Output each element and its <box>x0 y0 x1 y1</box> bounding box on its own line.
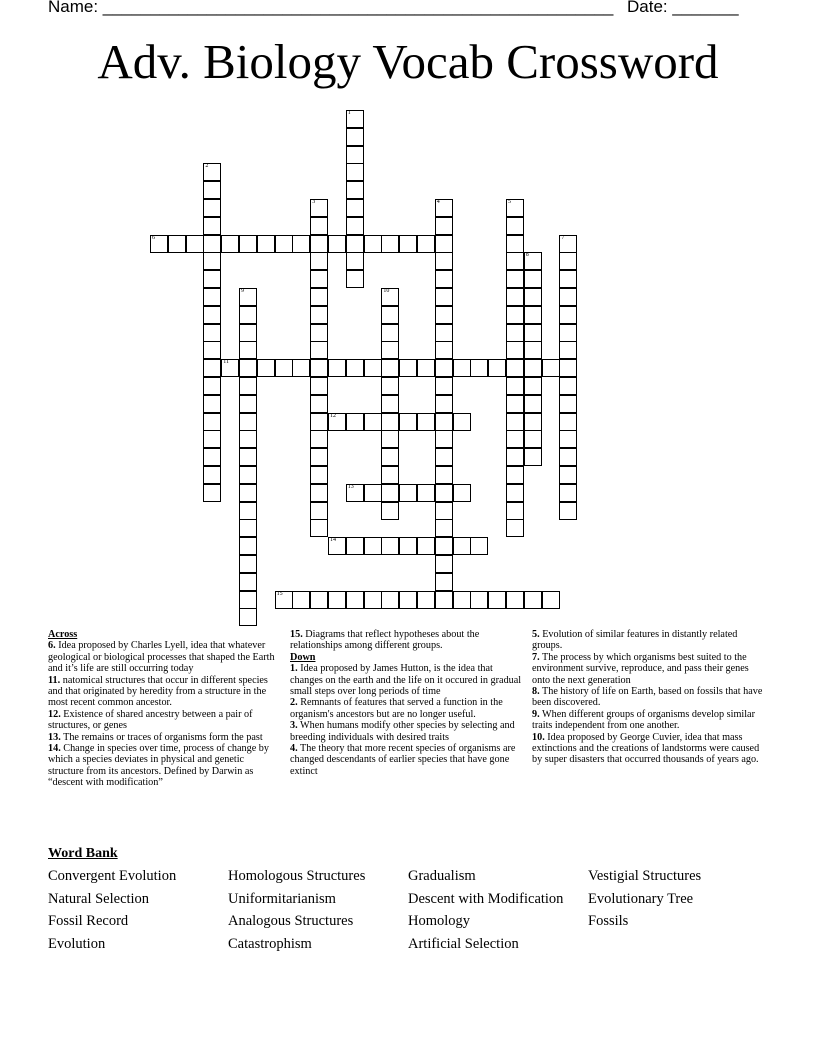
crossword-cell[interactable] <box>381 484 399 502</box>
crossword-cell[interactable] <box>150 235 168 253</box>
crossword-cell[interactable] <box>381 413 399 431</box>
crossword-cell[interactable] <box>203 413 221 431</box>
crossword-cell[interactable] <box>239 591 257 609</box>
crossword-cell[interactable] <box>381 430 399 448</box>
crossword-cell[interactable] <box>559 413 577 431</box>
crossword-cell[interactable] <box>417 591 435 609</box>
clue-across-13: 13. The remains or traces of organisms form the past <box>48 731 263 743</box>
word-bank-column-2 <box>228 865 365 955</box>
clue-down-7: 7. The process by which organisms best suited to the environment survive, reproduce, and pass their genes onto the next generation <box>532 651 749 686</box>
crossword-cell[interactable] <box>239 324 257 342</box>
crossword-cell[interactable] <box>506 306 524 324</box>
crossword-cell[interactable] <box>453 591 471 609</box>
crossword-cell[interactable] <box>292 591 310 609</box>
word-bank-column-3 <box>408 865 563 955</box>
crossword-cell[interactable] <box>239 519 257 537</box>
word-bank-column-1 <box>48 865 176 955</box>
clue-number: 15 <box>276 590 283 597</box>
crossword-cell[interactable] <box>221 235 239 253</box>
crossword-cell[interactable] <box>435 484 453 502</box>
word-bank-item: Fossils <box>588 913 629 930</box>
crossword-cell[interactable] <box>506 270 524 288</box>
crossword-cell[interactable] <box>559 270 577 288</box>
crossword-cell[interactable] <box>470 359 488 377</box>
crossword-cell[interactable] <box>328 413 346 431</box>
crossword-cell[interactable] <box>470 537 488 555</box>
crossword-cell[interactable] <box>470 591 488 609</box>
crossword-cell[interactable] <box>506 502 524 520</box>
clue-number: 14 <box>330 537 336 544</box>
clue-number: 7 <box>561 234 565 241</box>
crossword-cell[interactable] <box>364 359 382 377</box>
crossword-cell[interactable] <box>310 252 328 270</box>
crossword-cell[interactable] <box>328 537 346 555</box>
crossword-cell[interactable] <box>186 235 204 253</box>
crossword-cell[interactable] <box>559 484 577 502</box>
word-bank-item: Vestigial Structures <box>588 868 702 884</box>
crossword-cell[interactable] <box>310 341 328 359</box>
crossword-cell[interactable] <box>239 573 257 591</box>
crossword-cell[interactable] <box>506 466 524 484</box>
crossword-cell[interactable] <box>292 235 310 253</box>
clue-down-5: 5. Evolution of similar features in distantly related groups. <box>532 629 738 652</box>
crossword-cell[interactable] <box>239 430 257 448</box>
crossword-cell[interactable] <box>203 430 221 448</box>
crossword-cell[interactable] <box>346 163 364 181</box>
word-bank-title: Word Bank <box>48 846 118 861</box>
crossword-cell[interactable] <box>364 537 382 555</box>
crossword-cell[interactable] <box>203 324 221 342</box>
clue-number: 12 <box>330 412 336 419</box>
crossword-cell[interactable] <box>203 288 221 306</box>
crossword-cell[interactable] <box>524 377 542 395</box>
crossword-cell[interactable] <box>417 537 435 555</box>
crossword-cell[interactable] <box>524 306 542 324</box>
crossword-cell[interactable] <box>310 395 328 413</box>
word-bank-item: Homology <box>408 913 471 930</box>
crossword-cell[interactable] <box>203 306 221 324</box>
crossword-cell[interactable] <box>346 537 364 555</box>
crossword-cell[interactable] <box>239 235 257 253</box>
crossword-cell[interactable] <box>399 359 417 377</box>
crossword-cell[interactable] <box>239 341 257 359</box>
crossword-cell[interactable] <box>381 448 399 466</box>
crossword-cell[interactable] <box>524 324 542 342</box>
crossword-cell[interactable] <box>381 324 399 342</box>
crossword-cell[interactable] <box>310 270 328 288</box>
crossword-cell[interactable] <box>168 235 186 253</box>
clue-down-1: 1. Idea proposed by James Hutton, is the idea that changes on the earth and the life on it occured in gradual small steps over long periods of time <box>290 663 522 698</box>
crossword-cell[interactable] <box>310 466 328 484</box>
clue-column-3 <box>532 629 768 766</box>
crossword-cell[interactable] <box>328 235 346 253</box>
crossword-cell[interactable] <box>346 235 364 253</box>
crossword-cell[interactable] <box>506 377 524 395</box>
crossword-cell[interactable] <box>524 413 542 431</box>
crossword-cell[interactable] <box>559 448 577 466</box>
crossword-cell[interactable] <box>524 591 542 609</box>
crossword-cell[interactable] <box>257 235 275 253</box>
crossword-cell[interactable] <box>435 591 453 609</box>
crossword-cell[interactable] <box>435 466 453 484</box>
crossword-cell[interactable] <box>239 466 257 484</box>
crossword-cell[interactable] <box>524 430 542 448</box>
clue-across-12: 12. Existence of shared ancestry between a pair of structures, or genes <box>48 708 253 732</box>
crossword-cell[interactable] <box>310 377 328 395</box>
crossword-cell[interactable] <box>310 235 328 253</box>
crossword-cell[interactable] <box>310 288 328 306</box>
crossword-cell[interactable] <box>506 199 524 217</box>
crossword-cell[interactable] <box>453 537 471 555</box>
crossword-cell[interactable] <box>435 448 453 466</box>
crossword-cell[interactable] <box>559 306 577 324</box>
crossword-cell[interactable] <box>346 252 364 270</box>
clue-down-4: 4. The theory that more recent species of organisms are changed descendants of earlier species that have gone extinct <box>290 743 516 777</box>
clue-number: 5 <box>508 199 511 205</box>
word-bank-item: Uniformitarianism <box>228 890 336 907</box>
word-bank-item: Descent with Modification <box>408 890 564 907</box>
crossword-cell[interactable] <box>239 608 257 626</box>
crossword-cell[interactable] <box>381 235 399 253</box>
crossword-cell[interactable] <box>239 359 257 377</box>
across-heading: Across <box>48 629 78 640</box>
crossword-cell[interactable] <box>328 359 346 377</box>
crossword-cell[interactable] <box>203 235 221 253</box>
crossword-cell[interactable] <box>381 377 399 395</box>
crossword-cell[interactable] <box>239 448 257 466</box>
crossword-cell[interactable] <box>435 217 453 235</box>
crossword-cell[interactable] <box>346 359 364 377</box>
crossword-cell[interactable] <box>559 341 577 359</box>
crossword-cell[interactable] <box>559 235 577 253</box>
crossword-cell[interactable] <box>310 217 328 235</box>
crossword-cell[interactable] <box>435 430 453 448</box>
crossword-cell[interactable] <box>346 484 364 502</box>
crossword-cell[interactable] <box>559 377 577 395</box>
clue-across-11: 11. natomical structures that occur in different species and that originated by heredity from a structure in the most recent common ancestor. <box>48 674 268 709</box>
crossword-cell[interactable] <box>239 377 257 395</box>
crossword-cell[interactable] <box>453 484 471 502</box>
crossword-cell[interactable] <box>559 430 577 448</box>
crossword-cell[interactable] <box>435 413 453 431</box>
clue-number: 11 <box>223 359 229 366</box>
crossword-cell[interactable] <box>310 413 328 431</box>
crossword-cell[interactable] <box>239 537 257 555</box>
crossword-cell[interactable] <box>559 502 577 520</box>
crossword-cell[interactable] <box>310 430 328 448</box>
crossword-cell[interactable] <box>506 591 524 609</box>
crossword-cell[interactable] <box>381 341 399 359</box>
page-title: Adv. Biology Vocab Crossword <box>97 34 719 89</box>
word-bank-item: Homologous Structures <box>228 868 366 884</box>
clue-column-1 <box>48 629 282 789</box>
crossword-cell[interactable] <box>435 377 453 395</box>
crossword-cell[interactable] <box>381 502 399 520</box>
crossword-cell[interactable] <box>506 341 524 359</box>
crossword-cell[interactable] <box>310 519 328 537</box>
crossword-cell[interactable] <box>435 359 453 377</box>
crossword-cell[interactable] <box>399 235 417 253</box>
crossword-cell[interactable] <box>310 324 328 342</box>
crossword-cell[interactable] <box>310 306 328 324</box>
crossword-cell[interactable] <box>435 395 453 413</box>
crossword-cell[interactable] <box>506 217 524 235</box>
crossword-cell[interactable] <box>417 235 435 253</box>
crossword-cell[interactable] <box>453 413 471 431</box>
crossword-cell[interactable] <box>203 466 221 484</box>
crossword-cell[interactable] <box>506 252 524 270</box>
crossword-cell[interactable] <box>381 591 399 609</box>
crossword-cell[interactable] <box>346 110 364 128</box>
clue-down-9: 9. When different groups of organisms develop similar traits independent from one another. <box>532 708 755 732</box>
crossword-cell[interactable] <box>292 359 310 377</box>
clue-number: 13 <box>347 483 354 490</box>
crossword-cell[interactable] <box>381 359 399 377</box>
word-bank-item: Evolution <box>48 935 106 952</box>
crossword-cell[interactable] <box>399 484 417 502</box>
crossword-cell[interactable] <box>203 217 221 235</box>
crossword-cell[interactable] <box>310 591 328 609</box>
clue-number: 6 <box>152 234 155 241</box>
crossword-cell[interactable] <box>506 519 524 537</box>
crossword-cell[interactable] <box>435 573 453 591</box>
crossword-cell[interactable] <box>346 181 364 199</box>
crossword-cell[interactable] <box>346 128 364 146</box>
word-bank-item: Convergent Evolution <box>48 868 177 884</box>
crossword-cell[interactable] <box>559 395 577 413</box>
crossword-cell[interactable] <box>559 324 577 342</box>
crossword-cell[interactable] <box>524 270 542 288</box>
crossword-cell[interactable] <box>399 591 417 609</box>
crossword-cell[interactable] <box>417 359 435 377</box>
word-bank-item: Gradualism <box>408 868 476 884</box>
crossword-cell[interactable] <box>381 395 399 413</box>
crossword-cell[interactable] <box>435 324 453 342</box>
crossword-cell[interactable] <box>506 413 524 431</box>
crossword-cell[interactable] <box>328 591 346 609</box>
crossword-cell[interactable] <box>310 359 328 377</box>
crossword-cell[interactable] <box>203 448 221 466</box>
date-field-label: Date: _______ <box>627 0 739 16</box>
crossword-cell[interactable] <box>435 270 453 288</box>
crossword-cell[interactable] <box>524 359 542 377</box>
crossword-cell[interactable] <box>203 252 221 270</box>
crossword-cell[interactable] <box>435 341 453 359</box>
crossword-cell[interactable] <box>239 502 257 520</box>
word-bank-item: Fossil Record <box>48 913 129 930</box>
crossword-cell[interactable] <box>346 217 364 235</box>
crossword-cell[interactable] <box>559 466 577 484</box>
clue-down-3: 3. When humans modify other species by selecting and breeding individuals with desired traits <box>290 720 515 743</box>
crossword-cell[interactable] <box>435 235 453 253</box>
crossword-cell[interactable] <box>203 270 221 288</box>
crossword-cell[interactable] <box>506 288 524 306</box>
clue-down-10: 10. Idea proposed by George Cuvier, idea that mass extinctions and the creations of landstorms were caused by super disasters that occurred thousands of years ago. <box>532 731 760 766</box>
crossword-cell[interactable] <box>364 591 382 609</box>
crossword-cell[interactable] <box>435 306 453 324</box>
crossword-cell[interactable] <box>257 359 275 377</box>
crossword-cell[interactable] <box>239 306 257 324</box>
crossword-cell[interactable] <box>346 413 364 431</box>
clue-number: 8 <box>525 252 529 259</box>
crossword-cell[interactable] <box>524 448 542 466</box>
word-bank-item: Evolutionary Tree <box>588 890 694 907</box>
crossword-cell[interactable] <box>310 502 328 520</box>
clue-number: 2 <box>205 163 209 170</box>
crossword-cell[interactable] <box>559 359 577 377</box>
clue-number: 3 <box>312 199 316 205</box>
crossword-cell[interactable] <box>203 199 221 217</box>
word-bank-column-4 <box>588 865 701 933</box>
crossword-cell[interactable] <box>506 359 524 377</box>
crossword-cell[interactable] <box>506 448 524 466</box>
crossword-cell[interactable] <box>506 324 524 342</box>
crossword-cell[interactable] <box>488 359 506 377</box>
crossword-cell[interactable] <box>559 288 577 306</box>
crossword-cell[interactable] <box>435 537 453 555</box>
word-bank-item: Analogous Structures <box>228 913 354 930</box>
crossword-cell[interactable] <box>239 413 257 431</box>
crossword-cell[interactable] <box>346 146 364 164</box>
crossword-cell[interactable] <box>381 537 399 555</box>
crossword-cell[interactable] <box>435 519 453 537</box>
crossword-cell[interactable] <box>506 484 524 502</box>
crossword-cell[interactable] <box>310 199 328 217</box>
clue-number: 1 <box>347 110 351 116</box>
word-bank-item: Catastrophism <box>228 935 312 952</box>
crossword-cell[interactable] <box>435 502 453 520</box>
crossword-cell[interactable] <box>203 484 221 502</box>
crossword-cell[interactable] <box>239 395 257 413</box>
crossword-cell[interactable] <box>221 359 239 377</box>
crossword-cell[interactable] <box>506 430 524 448</box>
word-bank-item: Natural Selection <box>48 890 150 907</box>
crossword-cell[interactable] <box>239 288 257 306</box>
crossword-cell[interactable] <box>364 235 382 253</box>
word-bank-item: Artificial Selection <box>408 935 519 952</box>
crossword-cell[interactable] <box>506 395 524 413</box>
crossword-cell[interactable] <box>203 359 221 377</box>
crossword-cell[interactable] <box>435 199 453 217</box>
crossword-cell[interactable] <box>275 359 293 377</box>
crossword-cell[interactable] <box>488 591 506 609</box>
crossword-cell[interactable] <box>381 288 399 306</box>
crossword-cell[interactable] <box>524 252 542 270</box>
crossword-cell[interactable] <box>275 235 293 253</box>
crossword-cell[interactable] <box>435 288 453 306</box>
clue-number: 4 <box>436 199 440 205</box>
crossword-cell[interactable] <box>346 270 364 288</box>
crossword-cell[interactable] <box>364 484 382 502</box>
crossword-cell[interactable] <box>239 555 257 573</box>
crossword-cell[interactable] <box>542 359 560 377</box>
crossword-cell[interactable] <box>399 537 417 555</box>
clue-column-2 <box>290 629 522 777</box>
crossword-cell[interactable] <box>364 413 382 431</box>
clue-across-6: 6. Idea proposed by Charles Lyell, idea that whatever geological or biological processes that shaped the Earth and it’s life are still occurring today <box>48 640 275 675</box>
clue-number: 10 <box>383 288 390 294</box>
down-heading: Down <box>290 651 316 663</box>
crossword-cell[interactable] <box>239 484 257 502</box>
crossword-cell[interactable] <box>417 413 435 431</box>
crossword-cell[interactable] <box>203 395 221 413</box>
crossword-cell[interactable] <box>310 484 328 502</box>
crossword-cell[interactable] <box>524 288 542 306</box>
crossword-cell[interactable] <box>417 484 435 502</box>
clue-down-8: 8. The history of life on Earth, based on fossils that have been discovered. <box>532 686 763 709</box>
crossword-cell[interactable] <box>524 341 542 359</box>
crossword-cell[interactable] <box>435 555 453 573</box>
crossword-cell[interactable] <box>435 252 453 270</box>
crossword-cell[interactable] <box>542 591 560 609</box>
clue-across-14: 14. Change in species over time, process of change by which a species deviates in physical and genetic structure from its ancestors. Defined by Darwin as “descent with modification” <box>48 743 269 789</box>
clue-number: 9 <box>241 288 244 294</box>
crossword-cell[interactable] <box>203 377 221 395</box>
crossword-cell[interactable] <box>346 199 364 217</box>
crossword-cell[interactable] <box>524 395 542 413</box>
crossword-cell[interactable] <box>203 163 221 181</box>
clue-across-15: 15. Diagrams that reflect hypotheses about the relationships among different groups. <box>290 629 480 652</box>
crossword-cell[interactable] <box>275 591 293 609</box>
clue-down-2: 2. Remnants of features that served a function in the organism's ancestors but are no longer useful. <box>290 697 503 720</box>
crossword-cell[interactable] <box>203 341 221 359</box>
crossword-cell[interactable] <box>381 306 399 324</box>
name-field-label: Name: ______________________________________________________ <box>48 0 614 16</box>
crossword-cell[interactable] <box>453 359 471 377</box>
crossword-cell[interactable] <box>399 413 417 431</box>
crossword-cell[interactable] <box>506 235 524 253</box>
crossword-cell[interactable] <box>559 252 577 270</box>
crossword-cell[interactable] <box>203 181 221 199</box>
crossword-cell[interactable] <box>381 466 399 484</box>
crossword-cell[interactable] <box>346 591 364 609</box>
crossword-cell[interactable] <box>310 448 328 466</box>
